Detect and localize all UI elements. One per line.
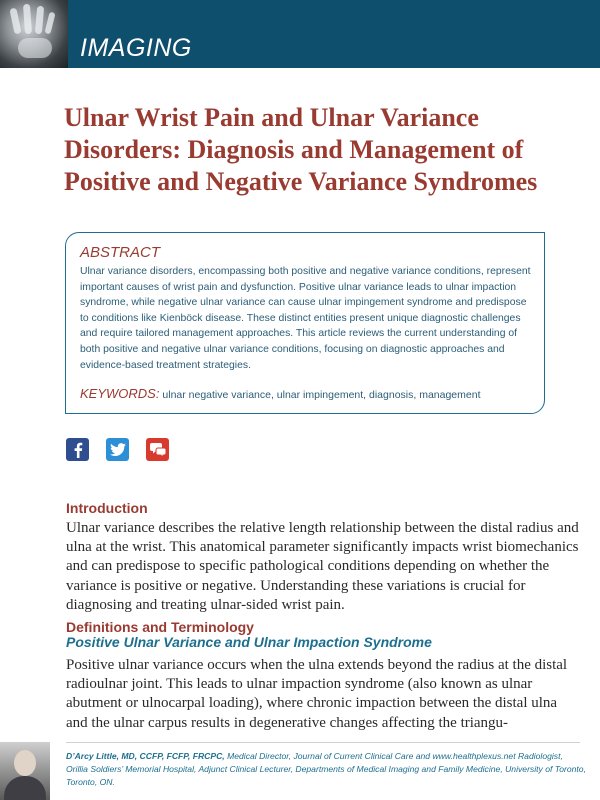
definitions-heading: Definitions and Terminology [66, 619, 254, 635]
author-photo [0, 742, 50, 800]
section-header-band [0, 0, 600, 68]
definitions-paragraph: Positive ulnar variance occurs when the ulna extends beyond the radius at the distal radioulnar joint. This leads to ulnar impaction syndrome (also known as ulnar abutment or ulnocarpal loading), where chronic impaction between the distal ulna and the ulnar carpus results in degenerative changes affecting the triangu- [66, 657, 568, 731]
keywords-list: ulnar negative variance, ulnar impingement, diagnosis, management [162, 389, 481, 401]
reprint-share-button[interactable] [146, 438, 169, 461]
facebook-share-button[interactable] [66, 438, 89, 461]
twitter-share-button[interactable] [106, 438, 129, 461]
hand-xray-image [0, 0, 68, 68]
abstract-box [65, 232, 545, 414]
article-title-subtitle: Diagnosis and Management of Positive and Negative Variance Syndromes [64, 135, 538, 196]
facebook-icon [72, 442, 84, 458]
author-bio [66, 750, 586, 788]
twitter-icon [110, 443, 126, 457]
keywords-line [80, 386, 481, 401]
article-title-main: Ulnar Wrist Pain and Ulnar Variance Disorders: [64, 103, 479, 164]
footer-divider [66, 742, 580, 743]
positive-variance-subheading: Positive Ulnar Variance and Ulnar Impaction Syndrome [66, 634, 432, 650]
keywords-label: KEYWORDS: [80, 386, 160, 401]
introduction-paragraph: Ulnar variance describes the relative length relationship between the distal radius and ulna at the wrist. This anatomical parameter significantly impacts wrist biomechanics and can predispose to specific pathological conditions depending on whether the variance is positive or negative. Understanding these variations is crucial for diagnosing and treating ulnar-sided wrist pain. [66, 520, 579, 613]
reprint-icon [150, 442, 166, 457]
abstract-heading: ABSTRACT [80, 244, 161, 261]
section-label: IMAGING [80, 34, 192, 62]
introduction-heading: Introduction [66, 500, 148, 516]
author-affiliation: Medical Director, Journal of Current Clinical Care and www.healthplexus.net Radiologist, Orillia Soldiers’ Memorial Hospital, Adjunct Clinical Lecturer, Departments of Medical Imaging and Family Medicine, University of Toronto, Toronto, ON. [66, 751, 586, 787]
author-name: D’Arcy Little, MD, CCFP, FCFP, FRCPC, [66, 751, 225, 761]
abstract-text: Ulnar variance disorders, encompassing both positive and negative variance conditions, represent important causes of wrist pain and dysfunction. Positive ulnar variance leads to ulnar impaction syndrome, while negative ulnar variance can cause ulnar impingement syndrome and predispose to conditions like Kienböck disease. These distinct entities present unique diagnostic challenges and require tailored management approaches. This article reviews the current understanding of both positive and negative ulnar variance conditions, focusing on diagnostic approaches and evidence-based treatment strategies. [80, 266, 531, 371]
article-title [64, 102, 584, 198]
